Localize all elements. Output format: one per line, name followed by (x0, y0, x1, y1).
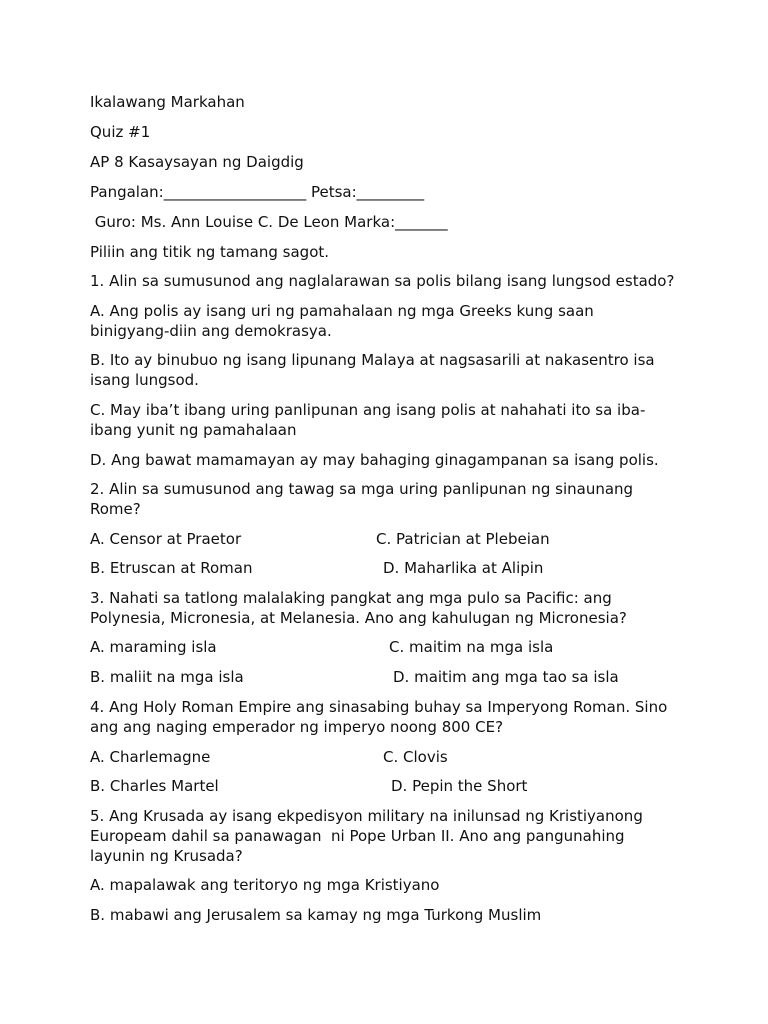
q4-choice-d: D. Pepin the Short (391, 777, 528, 795)
question-2: 2. Alin sa sumusunod ang tawag sa mga uring panlipunan ng sinaunang Rome? (90, 480, 634, 518)
quiz-number: Quiz #1 (90, 123, 151, 141)
question-3: 3. Nahati sa tatlong malalaking pangkat ang mga pulo sa Pacific: ang Polynesia, Micronesia, at Melanesia. Ano ang kahulugan ng Micronesia? (90, 589, 627, 627)
q2-choice-d: D. Maharlika at Alipin (383, 559, 544, 577)
q3-choice-d: D. maitim ang mga tao sa isla (393, 668, 619, 686)
q2-choice-b: B. Etruscan at Roman (90, 559, 253, 577)
q2-choice-a: A. Censor at Praetor (90, 530, 242, 548)
question-1: 1. Alin sa sumusunod ang naglalarawan sa polis bilang isang lungsod estado? (90, 272, 675, 290)
instruction-text: Piliin ang titik ng tamang sagot. (90, 243, 330, 261)
subject-title: AP 8 Kasaysayan ng Daigdig (90, 153, 304, 171)
question-5: 5. Ang Krusada ay isang ekpedisyon military na inilunsad ng Kristiyanong Europeam dahil sa panawagan ni Pope Urban II. Ano ang pangunahing layunin ng Krusada? (90, 807, 648, 865)
q4-choice-b: B. Charles Martel (90, 777, 219, 795)
q4-choice-c: C. Clovis (383, 748, 448, 766)
q1-choice-d: D. Ang bawat mamamayan ay may bahaging ginagampanan sa isang polis. (90, 451, 659, 469)
q5-choice-a: A. mapalawak ang teritoryo ng mga Kristiyano (90, 876, 440, 894)
q1-choice-c: C. May iba’t ibang uring panlipunan ang isang polis at nahahati ito sa iba-ibang yunit ng pamahalaan (90, 401, 646, 439)
q3-choice-b: B. maliit na mga isla (90, 668, 244, 686)
q5-choice-b: B. mabawi ang Jerusalem sa kamay ng mga Turkong Muslim (90, 906, 542, 924)
q4-choice-a: A. Charlemagne (90, 748, 211, 766)
q3-choice-c: C. maitim na mga isla (389, 638, 554, 656)
q3-choice-a: A. maraming isla (90, 638, 217, 656)
quarter-heading: Ikalawang Markahan (90, 93, 245, 111)
q1-choice-a: A. Ang polis ay isang uri ng pamahalaan ng mga Greeks kung saan binigyang-diin ang demokrasya. (90, 302, 594, 340)
name-date-line: Pangalan:___________________ Petsa:_________ (90, 183, 425, 201)
q1-choice-b: B. Ito ay binubuo ng isang lipunang Malaya at nagsasarili at nakasentro isa isang lungsod. (90, 351, 655, 389)
q2-choice-c: C. Patrician at Plebeian (376, 530, 550, 548)
question-4: 4. Ang Holy Roman Empire ang sinasabing buhay sa Imperyong Roman. Sino ang ang naging emperador ng imperyo noong 800 CE? (90, 698, 668, 736)
teacher-score-line: Guro: Ms. Ann Louise C. De Leon Marka:_______ (90, 213, 448, 231)
